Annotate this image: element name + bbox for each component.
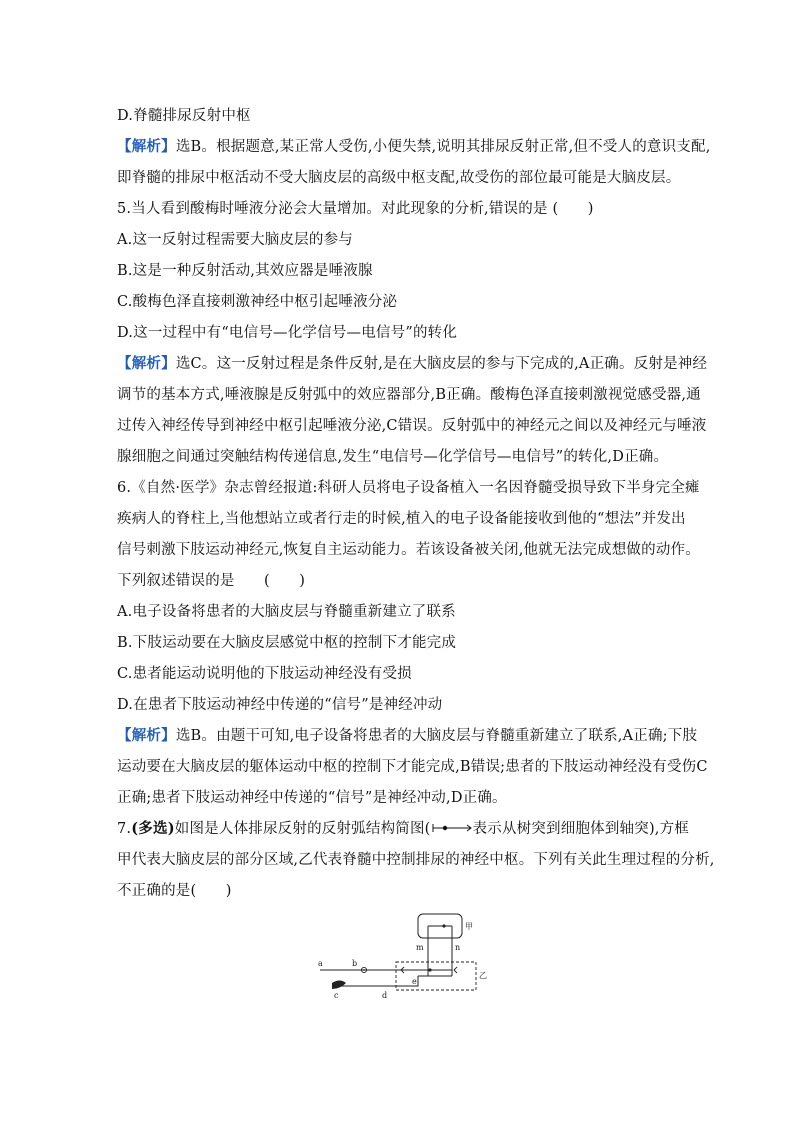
label-m: m (416, 943, 424, 952)
q7-multi-tag: (多选) (131, 820, 175, 837)
effector-c (332, 981, 346, 990)
q5-analysis-line-1 (117, 352, 707, 373)
label-a: a (318, 959, 323, 968)
analysis-tag: 【解析】 (117, 138, 176, 155)
q6-analysis-line-1 (117, 724, 697, 745)
q5-analysis-line-4: 腺细胞之间通过突触结构传递信息,发生“电信号—化学信号—电信号”的转化,D正确。 (117, 449, 669, 465)
q4-option-d: D.脊髓排尿反射中枢 (117, 108, 251, 124)
q6-option-b: B.下肢运动要在大脑皮层感觉中枢的控制下才能完成 (117, 635, 457, 651)
q5-analysis-line-3: 过传入神经传导到神经中枢引起唾液分泌,C错误。反射弧中的神经元之间以及神经元与唾液 (117, 418, 707, 434)
interneuron (428, 968, 431, 971)
q6-stem-line-2: 痪病人的脊柱上,当他想站立或者行走的时候,植入的电子设备能接收到他的“想法”并发出 (117, 511, 686, 527)
q5-analysis-line-2: 调节的基本方式,唾液腺是反射弧中的效应器部分,B正确。酸梅色泽直接刺激视觉感受器,通 (117, 387, 701, 403)
label-d: d (382, 991, 388, 1000)
efferent-nerve (336, 976, 418, 986)
q6-analysis-line-3: 正确;患者下肢运动神经中传递的“信号”是神经冲动,D正确。 (117, 790, 507, 806)
q7-stem-line-3: 不正确的是( ) (117, 883, 232, 899)
q6-analysis-text: 选B。由题干可知,电子设备将患者的大脑皮层与脊髓重新建立了联系,A正确;下肢 (175, 728, 698, 744)
cortex-neuron (442, 924, 445, 927)
reflex-arc-diagram (312, 912, 492, 1012)
analysis-tag: 【解析】 (117, 355, 176, 372)
q6-option-d: D.在患者下肢运动神经中传递的“信号”是神经冲动 (117, 697, 443, 713)
q5-analysis-text: 选C。这一反射过程是条件反射,是在大脑皮层的参与下完成的,A正确。反射是神经 (175, 356, 708, 372)
q7-stem-a: 如图是人体排尿反射的反射弧结构简图( (174, 821, 431, 837)
q6-stem-line-4: 下列叙述错误的是 ( ) (117, 573, 306, 589)
q6-stem-line-1: 6.《自然·医学》杂志曾经报道:科研人员将电子设备植入一名因脊髓受损导致下半身完全瘫 (117, 480, 700, 496)
q5-stem: 5.当人看到酸梅时唾液分泌会大量增加。对此现象的分析,错误的是 ( ) (117, 201, 594, 217)
label-yi: 乙 (479, 971, 487, 980)
q7-number: 7. (117, 821, 132, 837)
q6-option-a: A.电子设备将患者的大脑皮层与脊髓重新建立了联系 (117, 604, 456, 620)
label-n: n (455, 943, 461, 952)
label-jia: 甲 (465, 922, 473, 931)
q7-stem-line-1 (117, 817, 689, 838)
q7-stem-line-2: 甲代表大脑皮层的部分区域,乙代表脊髓中控制排尿的神经中枢。下列有关此生理过程的分析, (117, 852, 715, 868)
q4-analysis-line-2: 即脊髓的排尿中枢活动不受大脑皮层的高级中枢支配,故受伤的部位最可能是大脑皮层。 (117, 170, 681, 186)
q4-analysis-text: 选B。根据题意,某正常人受伤,小便失禁,说明其排尿反射正常,但不受人的意识支配, (175, 139, 711, 155)
label-e: e (412, 977, 417, 986)
q6-stem-line-3: 信号刺激下肢运动神经元,恢复自主运动能力。若该设备被关闭,他就无法完成想做的动作。 (117, 542, 700, 558)
neuron-symbol-icon (431, 822, 473, 834)
synapse-2 (454, 967, 457, 973)
q4-analysis-line-1 (117, 135, 711, 156)
q5-option-c: C.酸梅色泽直接刺激神经中枢引起唾液分泌 (117, 294, 398, 310)
label-b: b (352, 959, 358, 968)
q6-analysis-line-2: 运动要在大脑皮层的躯体运动中枢的控制下才能完成,B错误;患者的下肢运动神经没有受伤C (117, 759, 708, 775)
analysis-tag: 【解析】 (117, 727, 176, 744)
q5-option-a: A.这一反射过程需要大脑皮层的参与 (117, 232, 353, 248)
q7-stem-b: 表示从树突到细胞体到轴突),方框 (472, 821, 690, 837)
q5-option-d: D.这一过程中有“电信号—化学信号—电信号”的转化 (117, 325, 458, 341)
ganglion-core (363, 969, 365, 971)
q5-option-b: B.这是一种反射活动,其效应器是唾液腺 (117, 263, 373, 279)
label-c: c (334, 991, 339, 1000)
q6-option-c: C.患者能运动说明他的下肢运动神经没有受损 (117, 666, 412, 682)
